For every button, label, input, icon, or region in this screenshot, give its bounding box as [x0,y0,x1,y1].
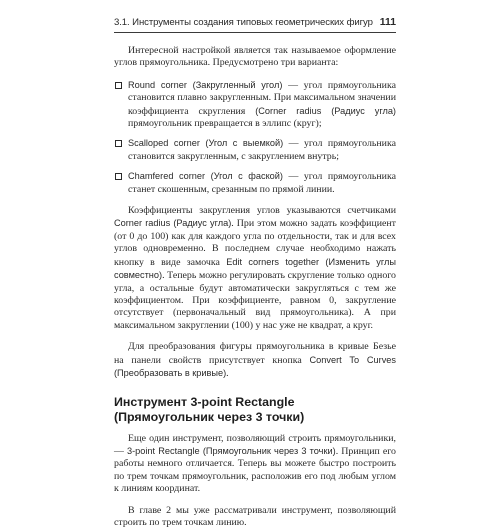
running-header [114,17,396,28]
text-run: . Принцип его работы немного отличается. Теперь вы можете быстро построить по трем точкам прямоугольник, расположив его под любым углом к линиям координат. [114,445,396,495]
corner-radius-paragraph [114,205,396,332]
three-point-paragraph [114,433,396,496]
header-rule [114,32,396,33]
text-run: . При этом можно задать коэффициент (от 0 до 100) как для каждого угла по отдельности, так и для всех углов одновременно. В последнем случае необходимо нажать кнопку в виде замочка [114,218,397,268]
text-run: . [226,367,229,379]
list-item-round-corner [114,79,396,131]
term-convert-to-curves: Convert To Curves (Преобразовать в кривые) [114,354,396,378]
checkbox-bullet-icon [115,173,122,180]
page-number: 111 [379,17,396,28]
checkbox-bullet-icon [115,140,122,147]
term-3-point-rectangle: 3-point Rectangle (Прямоугольник через 3 точки) [127,445,336,456]
text-run: Еще один инструмент, позволяющий строить прямоугольники, — [114,432,396,457]
option-description: — угол прямоугольника станет скошенным, срезанным по прямой линии. [128,171,396,195]
list-item-scalloped-corner [114,137,396,163]
option-term: Round corner (Закругленный угол) [128,79,283,90]
section-heading [114,395,396,424]
corner-options-list [114,79,396,196]
chapter-reference-paragraph: В главе 2 мы уже рассматривали инструмент, позволяющий строить по трем точкам линию. [114,504,396,528]
running-header-title: 3.1. Инструменты создания типовых геометрических фигур [114,17,373,28]
text-run: Коэффициенты закругления углов указываются счетчиками [128,205,396,217]
option-description: — угол прямоугольника становится закругленным, с закруглением внутрь; [128,138,396,162]
convert-curves-paragraph [114,341,396,380]
option-description: — угол прямоугольника становится плавно закругленным. При максимальном значении коэффициента скругления [128,79,396,117]
option-term-secondary: (Corner radius (Радиус угла) [255,105,396,116]
section-heading-line-2: (Прямоугольник через 3 точки) [114,409,305,424]
option-term: Scalloped corner (Угол с выемкой) [128,138,284,149]
list-item-chamfered-corner [114,170,396,196]
page-body [114,45,396,529]
text-run: . Теперь можно регулировать скругление только одного угла, а остальные будут автоматически закругляться с тем же коэффициентом. При коэффициенте, равном 0, закругление отсутствует (первоначальный вид прямоугольника). А при максимальном закруглении (100) у нас уже не квадрат, а круг. [114,270,396,331]
term-corner-radius: Corner radius (Радиус угла) [114,218,232,229]
term-edit-corners-together: Edit corners together (Изменить углы совместно) [114,256,396,281]
option-description-end: прямоугольник превращается в эллипс (круг); [128,118,322,130]
checkbox-bullet-icon [115,82,122,89]
intro-paragraph: Интересной настройкой является так называемое оформление углов прямоугольника. Предусмотрено три варианта: [114,45,396,69]
option-term: Chamfered corner (Угол с фаской) [128,171,283,182]
section-heading-line-1: Инструмент 3-point Rectangle [114,395,295,410]
text-run: Для преобразования фигуры прямоугольника в кривые Безье на панели свойств присутствует кнопка [114,341,396,366]
